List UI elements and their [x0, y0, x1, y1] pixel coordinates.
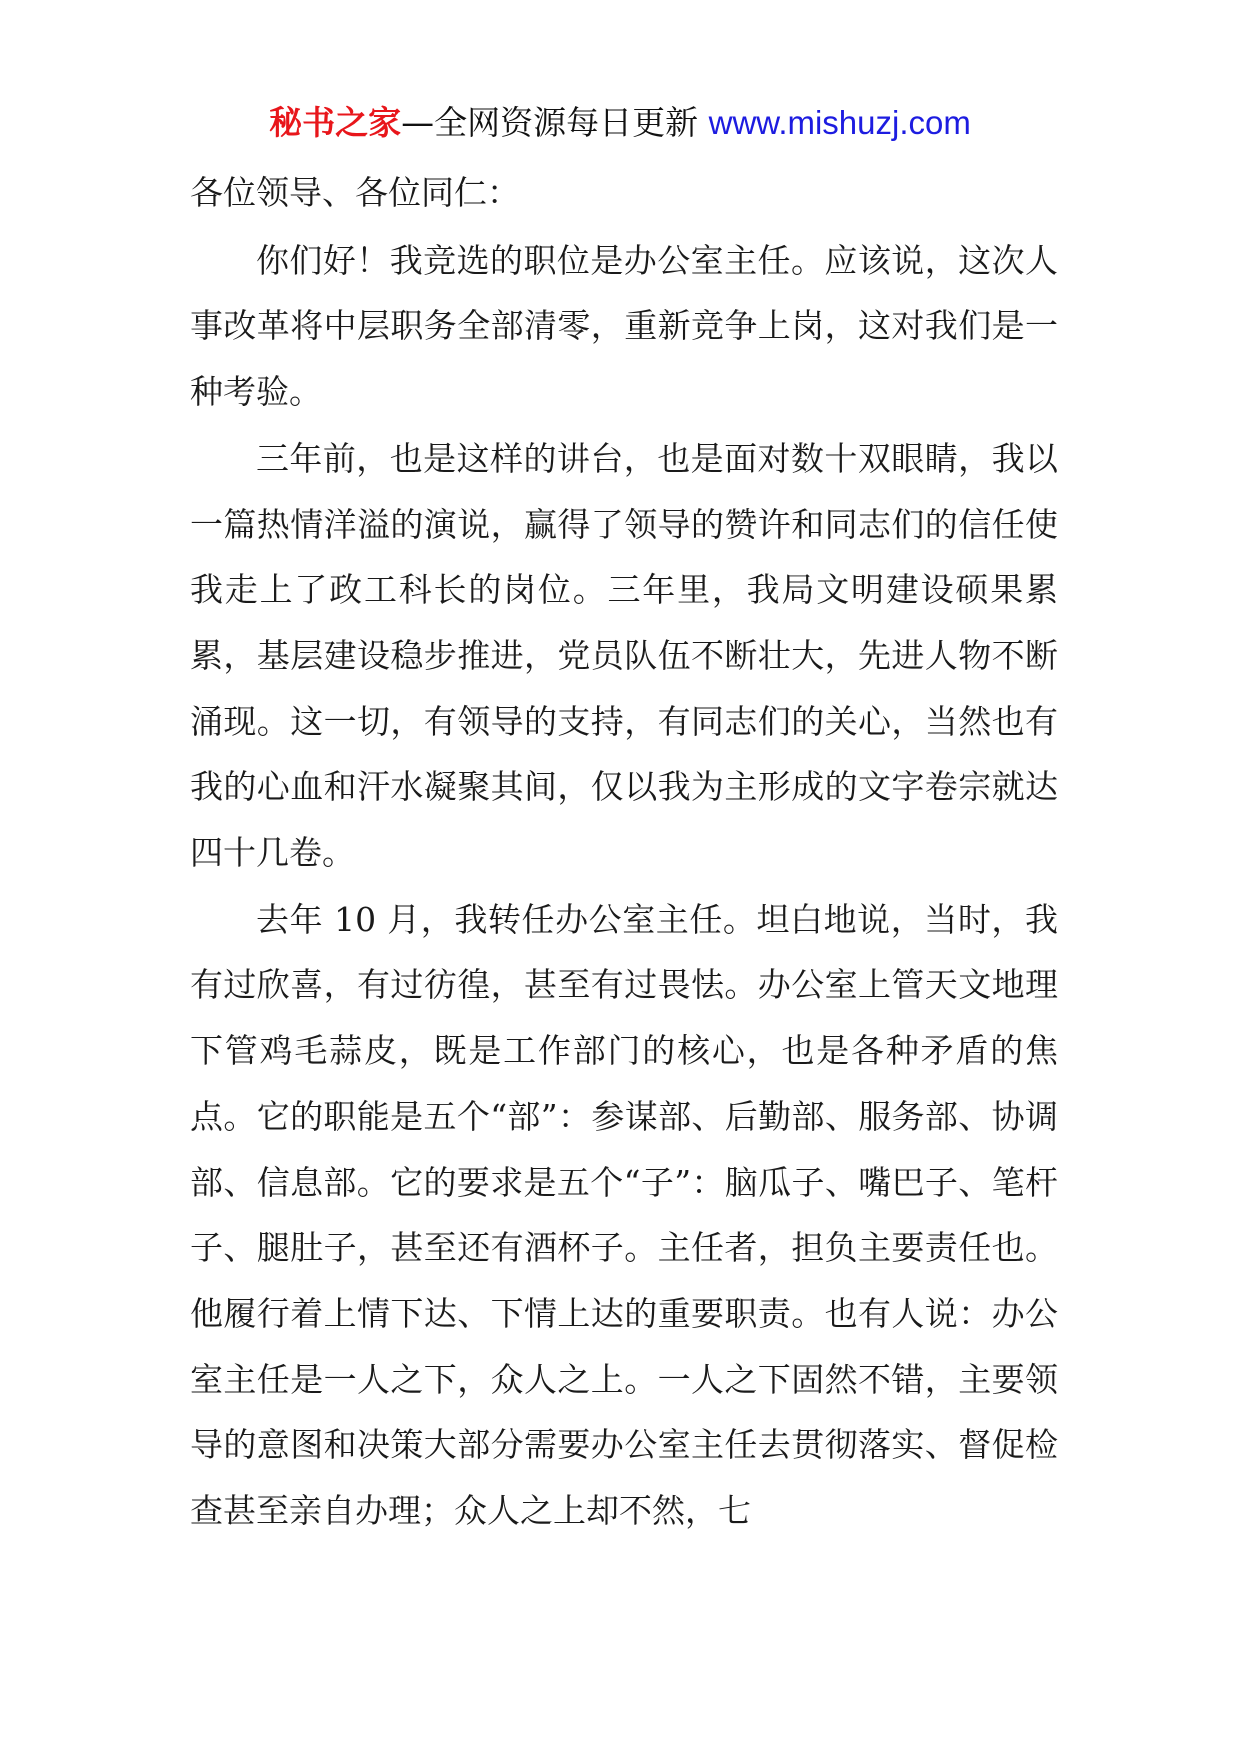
brand-name: 秘书之家 — [269, 103, 402, 142]
document-body — [190, 160, 1058, 1545]
page-header — [0, 98, 1240, 148]
paragraph-1: 你们好！我竞选的职位是办公室主任。应该说，这次人事改革将中层职务全部清零，重新竞争上岗，这对我们是一种考验。 — [190, 240, 1058, 412]
site-url-link[interactable]: www.mishuzj.com — [708, 104, 971, 141]
paragraph-2: 三年前，也是这样的讲台，也是面对数十双眼睛，我以一篇热情洋溢的演说，赢得了领导的赞许和同志们的信任使我走上了政工科长的岗位。三年里，我局文明建设硕果累累，基层建设稳步推进，党员队伍不断壮大，先进人物不断涌现。这一切，有领导的支持，有同志们的关心，当然也有我的心血和汗水凝聚其间，仅以我为主形成的文字卷宗就达四十几卷。 — [190, 438, 1058, 873]
paragraph-3: 去年 10 月，我转任办公室主任。坦白地说，当时，我有过欣喜，有过彷徨，甚至有过畏怯。办公室上管天文地理下管鸡毛蒜皮，既是工作部门的核心，也是各种矛盾的焦点。它的职能是五个“部”：参谋部、后勤部、服务部、协调部、信息部。它的要求是五个“子”：脑瓜子、嘴巴子、笔杆子、腿肚子，甚至还有酒杯子。主任者，担负主要责任也。他履行着上情下达、下情上达的重要职责。也有人说：办公室主任是一人之下，众人之上。一人之下固然不错，主要领导的意图和决策大部分需要办公室主任去贯彻落实、督促检查甚至亲自办理；众人之上却不然，七 — [190, 899, 1058, 1531]
salutation: 各位领导、各位同仁： — [190, 173, 520, 212]
header-tagline: —全网资源每日更新 — [401, 103, 699, 142]
